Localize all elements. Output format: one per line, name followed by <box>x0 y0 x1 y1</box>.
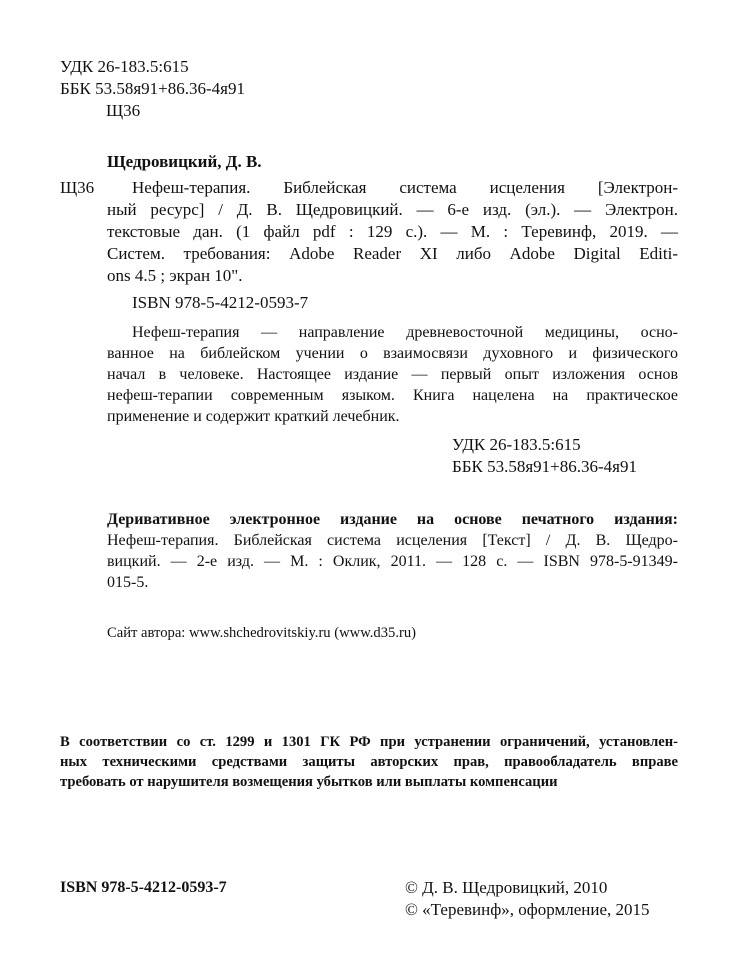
annotation-bbk: ББК 53.58я91+86.36-4я91 <box>452 457 637 476</box>
annotation-line-4: нефеш-терапии современным языком. Книга нацелена на практическое <box>107 387 678 404</box>
author-heading: Щедровицкий, Д. В. <box>107 152 262 171</box>
legal-line-3: требовать от нарушителя возмещения убытков или выплаты компенсации <box>60 774 558 790</box>
legal-line-2: ных техническими средствами защиты авторских прав, правообладатель вправе <box>60 754 678 770</box>
legal-line-1: В соответствии со ст. 1299 и 1301 ГК РФ при устранении ограничений, установлен- <box>60 734 678 750</box>
copyright-design: © «Теревинф», оформление, 2015 <box>405 900 650 919</box>
record-line-5: ons 4.5 ; экран 10". <box>107 266 243 285</box>
record-author-mark: Щ36 <box>60 178 95 197</box>
annotation-udk: УДК 26-183.5:615 <box>452 435 581 454</box>
derivative-line-3: 015-5. <box>107 574 149 591</box>
annotation-line-3: начал в человеке. Настоящее издание — первый опыт изложения основ <box>107 366 678 383</box>
udk-code: УДК 26-183.5:615 <box>60 57 189 76</box>
annotation-line-1: Нефеш-терапия — направление древневосточной медицины, осно- <box>132 324 678 341</box>
derivative-line-1: Нефеш-терапия. Библейская система исцеления [Текст] / Д. В. Щедро- <box>107 532 678 549</box>
footer-isbn: ISBN 978-5-4212-0593-7 <box>60 879 227 896</box>
bbk-code: ББК 53.58я91+86.36-4я91 <box>60 79 245 98</box>
record-line-1: Нефеш-терапия. Библейская система исцеления [Электрон- <box>132 178 678 197</box>
copyright-author: © Д. В. Щедровицкий, 2010 <box>405 878 608 897</box>
record-line-2: ный ресурс] / Д. В. Щедровицкий. — 6-е изд. (эл.). — Электрон. <box>107 200 678 219</box>
derivative-line-2: вицкий. — 2-е изд. — М. : Оклик, 2011. — 128 с. — ISBN 978-5-91349- <box>107 553 678 570</box>
record-line-4: Систем. требования: Adobe Reader XI либо Adobe Digital Editi- <box>107 244 678 263</box>
record-line-3: текстовые дан. (1 файл pdf : 129 с.). — М. : Теревинф, 2019. — <box>107 222 678 241</box>
annotation-line-5: применение и содержит краткий лечебник. <box>107 408 400 425</box>
annotation-line-2: ванное на библейском учении о взаимосвязи духовного и физического <box>107 345 678 362</box>
author-mark: Щ36 <box>106 101 141 120</box>
record-isbn: ISBN 978-5-4212-0593-7 <box>132 293 309 312</box>
author-website: Сайт автора: www.shchedrovitskiy.ru (www.d35.ru) <box>107 625 416 641</box>
derivative-heading: Деривативное электронное издание на основе печатного издания: <box>107 511 678 528</box>
